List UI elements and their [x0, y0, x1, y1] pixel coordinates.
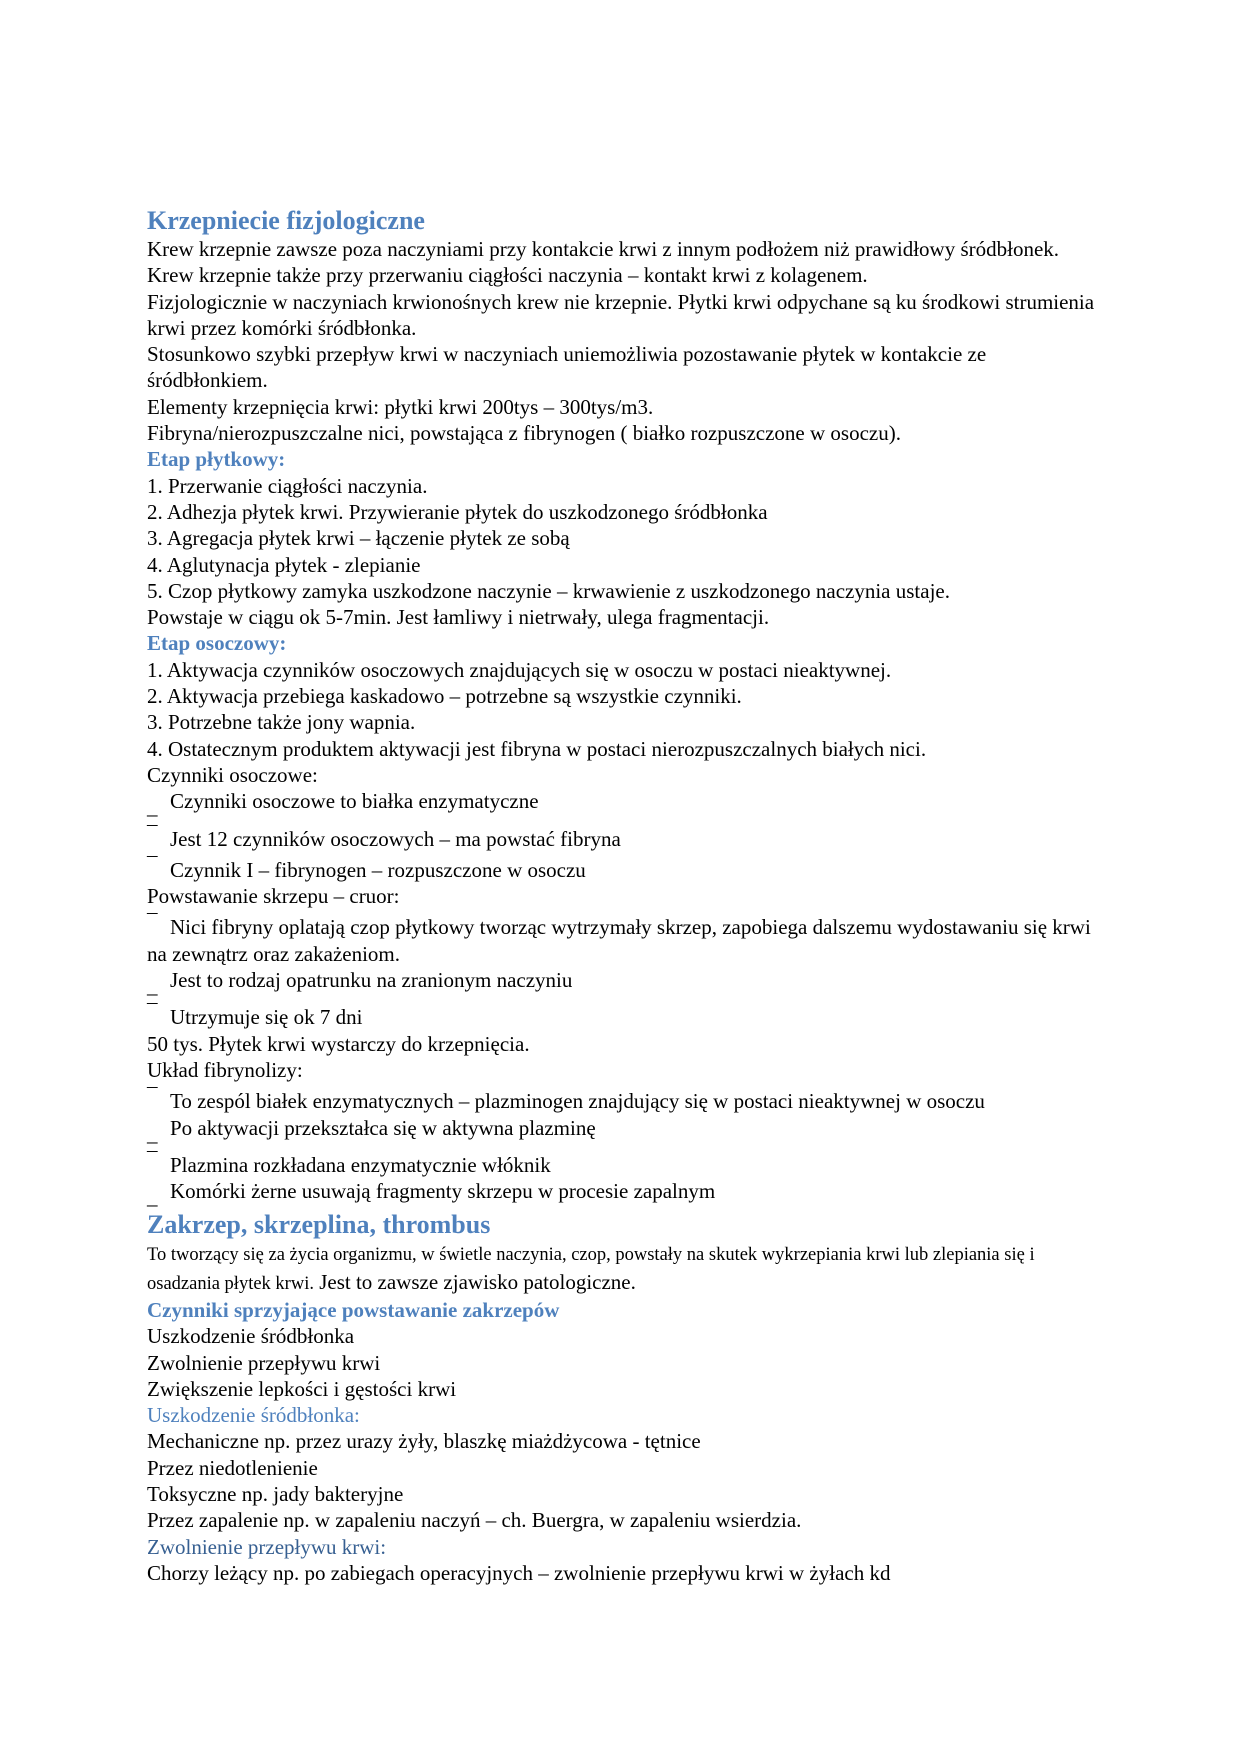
- subheading-platelet-stage: Etap płytkowy:: [147, 447, 286, 472]
- list-item: Chorzy leżący np. po zabiegach operacyjnych – zwolnienie przepływu krwi w żyłach kd: [147, 1560, 891, 1585]
- list-item: Mechaniczne np. przez urazy żyły, blaszkę miażdżycowa - tętnice: [147, 1429, 701, 1454]
- paragraph-heading: Powstawanie skrzepu – cruor:: [147, 884, 400, 909]
- bullet-item: [147, 1178, 1107, 1210]
- bullet-mark: ¯: [147, 852, 158, 877]
- bullet-mark: ¯: [147, 821, 158, 846]
- paragraph: Krew krzepnie także przy przerwaniu ciągłości naczynia – kontakt krwi z kolagenem.: [147, 263, 868, 288]
- list-item: Uszkodzenie śródbłonka: [147, 1324, 355, 1349]
- subheading-slow-flow: Zwolnienie przepływu krwi:: [147, 1534, 387, 1559]
- list-item: 5. Czop płytkowy zamyka uszkodzone naczynie – krwawienie z uszkodzonego naczynia ustaje.: [147, 578, 950, 603]
- paragraph: Krew krzepnie zawsze poza naczyniami przy kontakcie krwi z innym podłożem niż prawidłowy śródbłonek.: [147, 237, 1060, 261]
- bullet-item: [147, 999, 1107, 1030]
- list-item: Zwiększenie lepkości i gęstości krwi: [147, 1376, 457, 1401]
- bullet-mark: _: [147, 795, 158, 820]
- bullet-text: Czynnik I – fibrynogen – rozpuszczone w osoczu: [170, 857, 586, 882]
- bullet-text: Po aktywacji przekształca się w aktywna plazminę: [170, 1115, 596, 1140]
- bullet-text: Czynniki osoczowe to białka enzymatyczne: [170, 789, 539, 814]
- bullet-mark: ¯: [147, 1000, 158, 1025]
- bullet-item: [147, 788, 1107, 820]
- bullet-mark: ¯: [147, 1084, 158, 1109]
- list-item: Toksyczne np. jady bakteryjne: [147, 1482, 404, 1507]
- paragraph-heading: Czynniki osoczowe:: [147, 762, 318, 787]
- bullet-mark: _: [147, 1121, 158, 1146]
- bullet-item: [147, 1147, 1107, 1178]
- bullet-item: [147, 1083, 1107, 1114]
- bullet-mark: ¯: [147, 910, 158, 935]
- paragraph-small-text: To tworzący się za życia organizmu, w świetle naczynia, czop, powstały na skutek wykrzepiania krwi lub zlepiania się i osadzania płytek krwi.: [147, 1245, 1035, 1294]
- list-item: 1. Aktywacja czynników osoczowych znajdujących się w osoczu w postaci nieaktywnej.: [147, 657, 892, 682]
- bullet-mark: _: [147, 1185, 158, 1210]
- section-title-thrombus: Zakrzep, skrzeplina, thrombus: [147, 1210, 491, 1240]
- bullet-item: [147, 967, 1107, 999]
- paragraph: Powstaje w ciągu ok 5-7min. Jest łamliwy i nietrwały, ulega fragmentacji.: [147, 605, 770, 630]
- paragraph: Stosunkowo szybki przepływ krwi w naczyniach uniemożliwia pozostawanie płytek w kontakcie ze śródbłonkiem.: [147, 342, 987, 393]
- paragraph-heading: Układ fibrynolizy:: [147, 1057, 303, 1082]
- list-item: Przez zapalenie np. w zapaleniu naczyń – ch. Buergra, w zapaleniu wsierdzia.: [147, 1508, 802, 1533]
- bullet-item: [147, 852, 1107, 883]
- bullet-text: To zespól białek enzymatycznych – plazminogen znajdujący się w postaci nieaktywnej w osoczu: [170, 1089, 985, 1114]
- subheading-endothelium-damage: Uszkodzenie śródbłonka:: [147, 1403, 360, 1428]
- list-item: 4. Ostatecznym produktem aktywacji jest fibryna w postaci nierozpuszczalnych białych nici.: [147, 736, 927, 761]
- section-title-physiological-clotting: Krzepniecie fizjologiczne: [147, 206, 425, 235]
- bullet-item: [147, 821, 1107, 852]
- bullet-item: [147, 909, 1107, 967]
- list-item: 2. Aktywacja przebiega kaskadowo – potrzebne są wszystkie czynniki.: [147, 684, 742, 709]
- bullet-item: [147, 1115, 1107, 1147]
- paragraph: [147, 1240, 1107, 1297]
- bullet-text: Komórki żerne usuwają fragmenty skrzepu w procesie zapalnym: [170, 1179, 716, 1204]
- list-item: 1. Przerwanie ciągłości naczynia.: [147, 473, 428, 498]
- paragraph: Elementy krzepnięcia krwi: płytki krwi 200tys – 300tys/m3.: [147, 394, 654, 419]
- paragraph: 50 tys. Płytek krwi wystarczy do krzepnięcia.: [147, 1031, 530, 1056]
- bullet-text: Jest to rodzaj opatrunku na zranionym naczyniu: [170, 968, 573, 993]
- list-item: 3. Agregacja płytek krwi – łączenie płytek ze sobą: [147, 526, 570, 551]
- document-page: [147, 206, 1107, 1586]
- paragraph: Fizjologicznie w naczyniach krwionośnych krew nie krzepnie. Płytki krwi odpychane są ku środkowi strumienia krwi przez komórki śródbłonka.: [147, 289, 1095, 340]
- list-item: Przez niedotlenienie: [147, 1455, 318, 1480]
- list-item: 3. Potrzebne także jony wapnia.: [147, 710, 416, 735]
- bullet-text: Jest 12 czynników osoczowych – ma powstać fibryna: [170, 826, 621, 851]
- list-item: Zwolnienie przepływu krwi: [147, 1350, 381, 1375]
- list-item: 2. Adhezja płytek krwi. Przywieranie płytek do uszkodzonego śródbłonka: [147, 499, 768, 524]
- paragraph-text: Jest to zawsze zjawisko patologiczne.: [313, 1269, 636, 1294]
- subheading-thrombus-factors: Czynniki sprzyjające powstawanie zakrzepów: [147, 1297, 560, 1322]
- bullet-mark: _: [147, 974, 158, 999]
- bullet-text: Utrzymuje się ok 7 dni: [170, 1005, 363, 1030]
- bullet-text: Nici fibryny oplatają czop płytkowy tworząc wytrzymały skrzep, zapobiega dalszemu wydostawaniu się krwi na zewnątrz oraz zakażeniom.: [147, 915, 1091, 966]
- subheading-plasma-stage: Etap osoczowy:: [147, 631, 287, 656]
- bullet-text: Plazmina rozkładana enzymatycznie włóknik: [170, 1152, 551, 1177]
- bullet-mark: ¯: [147, 1147, 158, 1172]
- list-item: 4. Aglutynacja płytek - zlepianie: [147, 552, 421, 577]
- paragraph: Fibryna/nierozpuszczalne nici, powstająca z fibrynogen ( białko rozpuszczone w osoczu).: [147, 421, 901, 446]
